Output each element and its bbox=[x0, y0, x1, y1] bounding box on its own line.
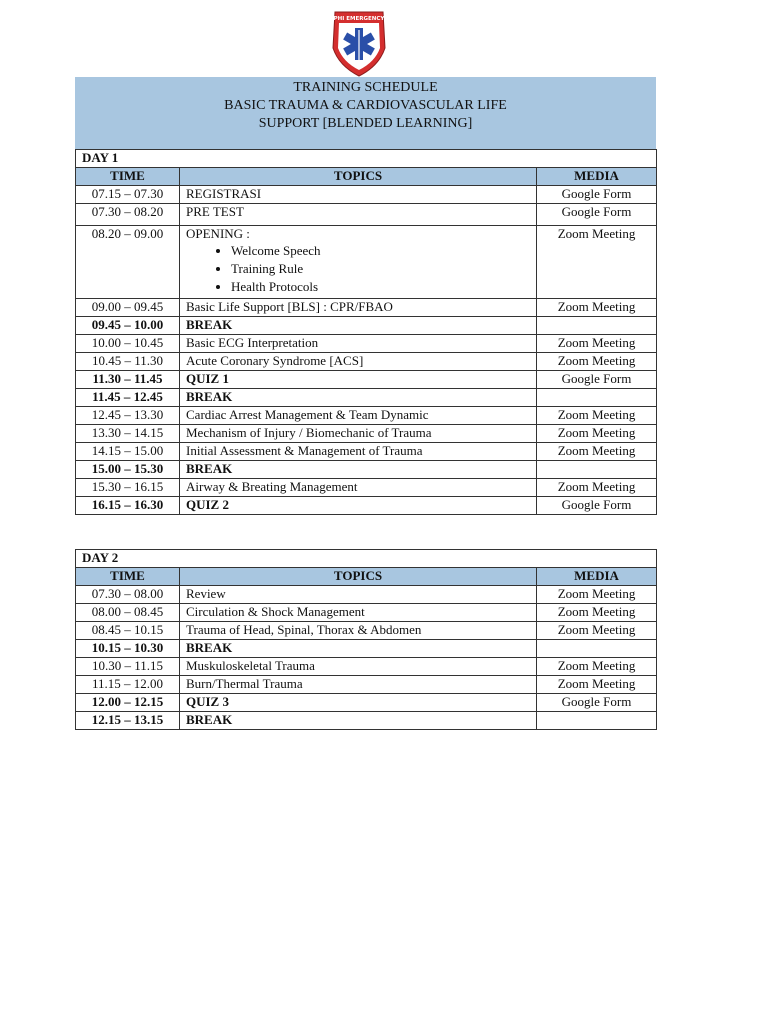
schedule-row bbox=[76, 407, 657, 425]
time-cell: 07.30 – 08.00 bbox=[76, 586, 180, 604]
phi-emergency-logo bbox=[329, 8, 389, 78]
time-column-header: TIME bbox=[76, 168, 180, 186]
schedule-row bbox=[76, 479, 657, 497]
time-cell: 10.30 – 11.15 bbox=[76, 658, 180, 676]
time-cell: 11.45 – 12.45 bbox=[76, 389, 180, 407]
schedule-row bbox=[76, 586, 657, 604]
topic-cell: Burn/Thermal Trauma bbox=[180, 676, 537, 694]
time-cell: 08.45 – 10.15 bbox=[76, 622, 180, 640]
topic-cell bbox=[180, 226, 537, 299]
schedule-row bbox=[76, 658, 657, 676]
topic-cell: REGISTRASI bbox=[180, 186, 537, 204]
topic-cell: Initial Assessment & Management of Trauma bbox=[180, 443, 537, 461]
schedule-row bbox=[76, 694, 657, 712]
time-cell: 10.00 – 10.45 bbox=[76, 335, 180, 353]
schedule-row bbox=[76, 425, 657, 443]
media-cell bbox=[537, 712, 657, 730]
time-cell: 16.15 – 16.30 bbox=[76, 497, 180, 515]
media-cell bbox=[537, 317, 657, 335]
time-cell: 11.15 – 12.00 bbox=[76, 676, 180, 694]
media-cell bbox=[537, 389, 657, 407]
media-column-header: MEDIA bbox=[537, 168, 657, 186]
time-cell: 08.20 – 09.00 bbox=[76, 226, 180, 299]
time-cell: 08.00 – 08.45 bbox=[76, 604, 180, 622]
schedule-row bbox=[76, 371, 657, 389]
schedule-row bbox=[76, 640, 657, 658]
column-header-row bbox=[76, 168, 657, 186]
time-cell: 11.30 – 11.45 bbox=[76, 371, 180, 389]
time-cell: 10.45 – 11.30 bbox=[76, 353, 180, 371]
topic-cell: BREAK bbox=[180, 389, 537, 407]
schedule-row bbox=[76, 461, 657, 479]
media-cell: Google Form bbox=[537, 204, 657, 226]
topic-bullet-list bbox=[186, 242, 530, 296]
media-cell: Zoom Meeting bbox=[537, 586, 657, 604]
media-cell bbox=[537, 640, 657, 658]
media-cell: Zoom Meeting bbox=[537, 299, 657, 317]
topic-cell: Muskuloskeletal Trauma bbox=[180, 658, 537, 676]
topic-heading: OPENING : bbox=[186, 226, 250, 241]
time-cell: 09.45 – 10.00 bbox=[76, 317, 180, 335]
media-cell: Zoom Meeting bbox=[537, 353, 657, 371]
schedule-row bbox=[76, 186, 657, 204]
day-label-row bbox=[76, 550, 657, 568]
topic-cell: QUIZ 2 bbox=[180, 497, 537, 515]
column-header-row bbox=[76, 568, 657, 586]
time-cell: 15.30 – 16.15 bbox=[76, 479, 180, 497]
schedule-row bbox=[76, 389, 657, 407]
media-cell: Google Form bbox=[537, 186, 657, 204]
topic-cell: QUIZ 1 bbox=[180, 371, 537, 389]
time-cell: 12.00 – 12.15 bbox=[76, 694, 180, 712]
header-subtitle-1: BASIC TRAUMA & CARDIOVASCULAR LIFE bbox=[224, 98, 507, 113]
topic-cell: Basic Life Support [BLS] : CPR/FBAO bbox=[180, 299, 537, 317]
day-label-row bbox=[76, 150, 657, 168]
day2-schedule-table bbox=[75, 549, 657, 730]
media-cell: Google Form bbox=[537, 694, 657, 712]
day-label: DAY 1 bbox=[76, 150, 657, 168]
schedule-row bbox=[76, 226, 657, 299]
time-cell: 12.45 – 13.30 bbox=[76, 407, 180, 425]
star-of-life-icon bbox=[329, 8, 389, 78]
media-cell: Zoom Meeting bbox=[537, 226, 657, 299]
schedule-row bbox=[76, 497, 657, 515]
topic-cell: Airway & Breating Management bbox=[180, 479, 537, 497]
schedule-row bbox=[76, 317, 657, 335]
schedule-row bbox=[76, 335, 657, 353]
media-cell: Google Form bbox=[537, 497, 657, 515]
topic-cell: Circulation & Shock Management bbox=[180, 604, 537, 622]
time-cell: 14.15 – 15.00 bbox=[76, 443, 180, 461]
media-cell: Zoom Meeting bbox=[537, 407, 657, 425]
topic-bullet-item: • Welcome Speech bbox=[231, 242, 530, 260]
media-cell: Zoom Meeting bbox=[537, 443, 657, 461]
topic-bullet-item: • Training Rule bbox=[231, 260, 530, 278]
schedule-row bbox=[76, 622, 657, 640]
logo-text: PHI EMERGENCY bbox=[333, 16, 385, 22]
media-cell: Zoom Meeting bbox=[537, 604, 657, 622]
header-title: TRAINING SCHEDULE bbox=[293, 80, 438, 95]
day-label: DAY 2 bbox=[76, 550, 657, 568]
topic-cell: Review bbox=[180, 586, 537, 604]
topics-column-header: TOPICS bbox=[180, 568, 537, 586]
media-cell bbox=[537, 461, 657, 479]
schedule-row bbox=[76, 353, 657, 371]
topic-cell: Cardiac Arrest Management & Team Dynamic bbox=[180, 407, 537, 425]
media-cell: Zoom Meeting bbox=[537, 425, 657, 443]
time-cell: 15.00 – 15.30 bbox=[76, 461, 180, 479]
topic-cell: BREAK bbox=[180, 640, 537, 658]
topic-cell: BREAK bbox=[180, 317, 537, 335]
schedule-row bbox=[76, 204, 657, 226]
header-subtitle-2: SUPPORT [BLENDED LEARNING] bbox=[258, 116, 473, 131]
time-cell: 09.00 – 09.45 bbox=[76, 299, 180, 317]
schedule-row bbox=[76, 443, 657, 461]
time-column-header: TIME bbox=[76, 568, 180, 586]
topic-cell: Acute Coronary Syndrome [ACS] bbox=[180, 353, 537, 371]
schedule-row bbox=[76, 604, 657, 622]
day1-schedule-table bbox=[75, 149, 657, 515]
topic-cell: Mechanism of Injury / Biomechanic of Trauma bbox=[180, 425, 537, 443]
media-column-header: MEDIA bbox=[537, 568, 657, 586]
media-cell: Zoom Meeting bbox=[537, 335, 657, 353]
topic-cell: BREAK bbox=[180, 461, 537, 479]
schedule-row bbox=[76, 712, 657, 730]
time-cell: 07.30 – 08.20 bbox=[76, 204, 180, 226]
time-cell: 10.15 – 10.30 bbox=[76, 640, 180, 658]
media-cell: Zoom Meeting bbox=[537, 479, 657, 497]
schedule-row bbox=[76, 676, 657, 694]
time-cell: 07.15 – 07.30 bbox=[76, 186, 180, 204]
media-cell: Zoom Meeting bbox=[537, 658, 657, 676]
schedule-header bbox=[75, 77, 656, 149]
time-cell: 12.15 – 13.15 bbox=[76, 712, 180, 730]
topic-cell: Trauma of Head, Spinal, Thorax & Abdomen bbox=[180, 622, 537, 640]
topics-column-header: TOPICS bbox=[180, 168, 537, 186]
topic-cell: Basic ECG Interpretation bbox=[180, 335, 537, 353]
topic-cell: PRE TEST bbox=[180, 204, 537, 226]
time-cell: 13.30 – 14.15 bbox=[76, 425, 180, 443]
media-cell: Zoom Meeting bbox=[537, 622, 657, 640]
schedule-row bbox=[76, 299, 657, 317]
topic-cell: BREAK bbox=[180, 712, 537, 730]
media-cell: Google Form bbox=[537, 371, 657, 389]
topic-bullet-item: • Health Protocols bbox=[231, 278, 530, 296]
media-cell: Zoom Meeting bbox=[537, 676, 657, 694]
topic-cell: QUIZ 3 bbox=[180, 694, 537, 712]
